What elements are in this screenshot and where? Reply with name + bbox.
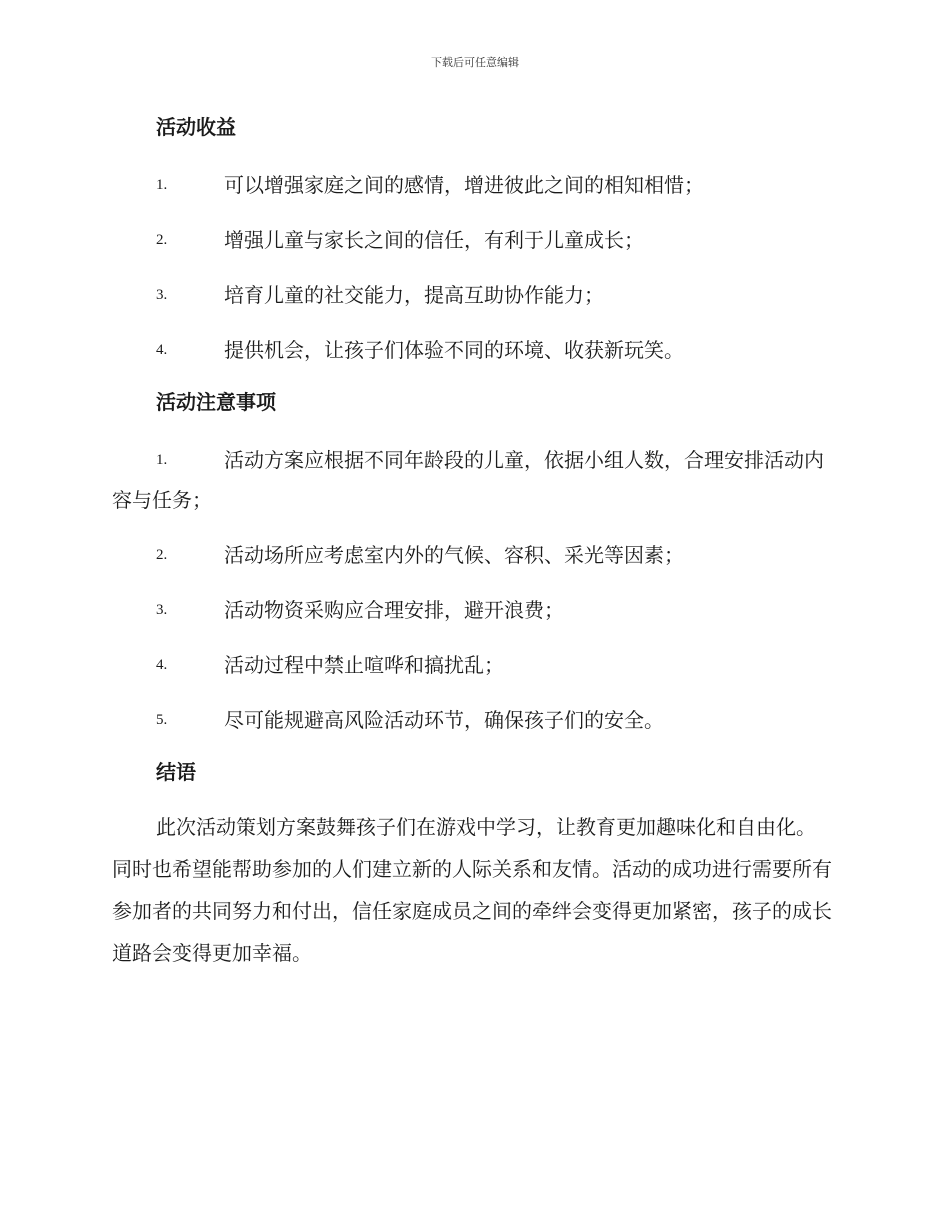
conclusion-paragraph: 此次活动策划方案鼓舞孩子们在游戏中学习，让教育更加趣味化和自由化。同时也希望能帮助参加的人们建立新的人际关系和友情。活动的成功进行需要所有参加者的共同努力和付出，信任家庭成员之间的牵绊会变得更加紧密，孩子的成长道路会变得更加幸福。 <box>112 815 832 965</box>
list-item <box>112 165 832 205</box>
list-number: 4. <box>156 342 168 358</box>
list-item <box>112 440 832 520</box>
page-header: 下载后可任意编辑 <box>431 56 519 69</box>
list-text: 提供机会，让孩子们体验不同的环境、收获新玩笑。 <box>224 338 684 362</box>
list-text: 活动场所应考虑室内外的气候、容积、采光等因素； <box>224 543 684 567</box>
list-text: 活动方案应根据不同年龄段的儿童，依据小组人数，合理安排活动内容与任务； <box>112 448 824 512</box>
section-heading-notes: 活动注意事项 <box>156 390 276 414</box>
list-item <box>112 330 832 370</box>
list-item <box>112 700 832 740</box>
document-body <box>112 110 832 974</box>
list-item <box>112 645 832 685</box>
list-number: 5. <box>156 712 168 728</box>
section-heading-benefits: 活动收益 <box>156 115 236 139</box>
list-item <box>112 590 832 630</box>
list-item <box>112 275 832 315</box>
list-text: 尽可能规避高风险活动环节，确保孩子们的安全。 <box>224 708 664 732</box>
list-number: 1. <box>156 452 168 468</box>
list-number: 1. <box>156 177 168 193</box>
list-number: 2. <box>156 232 168 248</box>
list-text: 培育儿童的社交能力，提高互助协作能力； <box>224 283 604 307</box>
list-text: 活动物资采购应合理安排，避开浪费； <box>224 598 564 622</box>
list-number: 4. <box>156 657 168 673</box>
list-number: 2. <box>156 547 168 563</box>
list-text: 可以增强家庭之间的感情，增进彼此之间的相知相惜； <box>224 173 704 197</box>
list-number: 3. <box>156 602 168 618</box>
list-item <box>112 220 832 260</box>
list-number: 3. <box>156 287 168 303</box>
list-text: 活动过程中禁止喧哗和搞扰乱； <box>224 653 504 677</box>
section-heading-conclusion: 结语 <box>156 760 196 784</box>
list-text: 增强儿童与家长之间的信任，有利于儿童成长； <box>224 228 644 252</box>
list-item <box>112 535 832 575</box>
